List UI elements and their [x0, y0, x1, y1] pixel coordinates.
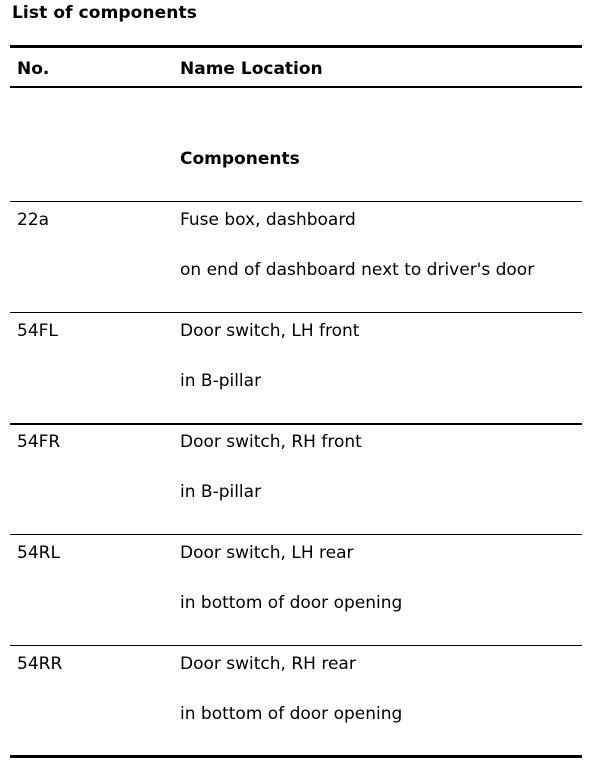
header-name-location: Name Location [180, 59, 323, 79]
row-number: 54FR [17, 432, 61, 452]
row-divider [10, 534, 582, 535]
row-location: in B-pillar [180, 371, 262, 391]
row-divider [10, 201, 582, 202]
header-bottom-rule [10, 86, 582, 88]
row-name: Door switch, RH rear [180, 654, 356, 674]
row-name: Door switch, LH front [180, 321, 360, 341]
row-name: Door switch, RH front [180, 432, 362, 452]
row-divider [10, 423, 582, 425]
row-location: on end of dashboard next to driver's door [180, 260, 535, 280]
row-location: in bottom of door opening [180, 593, 403, 613]
row-divider [10, 312, 582, 313]
row-divider [10, 645, 582, 646]
row-location: in bottom of door opening [180, 704, 403, 724]
row-location: in B-pillar [180, 482, 262, 502]
row-number: 22a [17, 210, 50, 230]
section-heading: Components [180, 149, 300, 169]
row-number: 54RR [17, 654, 63, 674]
row-name: Door switch, LH rear [180, 543, 354, 563]
row-number: 54FL [17, 321, 58, 341]
table-bottom-rule [10, 755, 582, 758]
row-number: 54RL [17, 543, 60, 563]
document-title: List of components [12, 3, 197, 23]
table-top-rule [10, 45, 582, 48]
row-name: Fuse box, dashboard [180, 210, 356, 230]
header-no: No. [17, 59, 50, 79]
